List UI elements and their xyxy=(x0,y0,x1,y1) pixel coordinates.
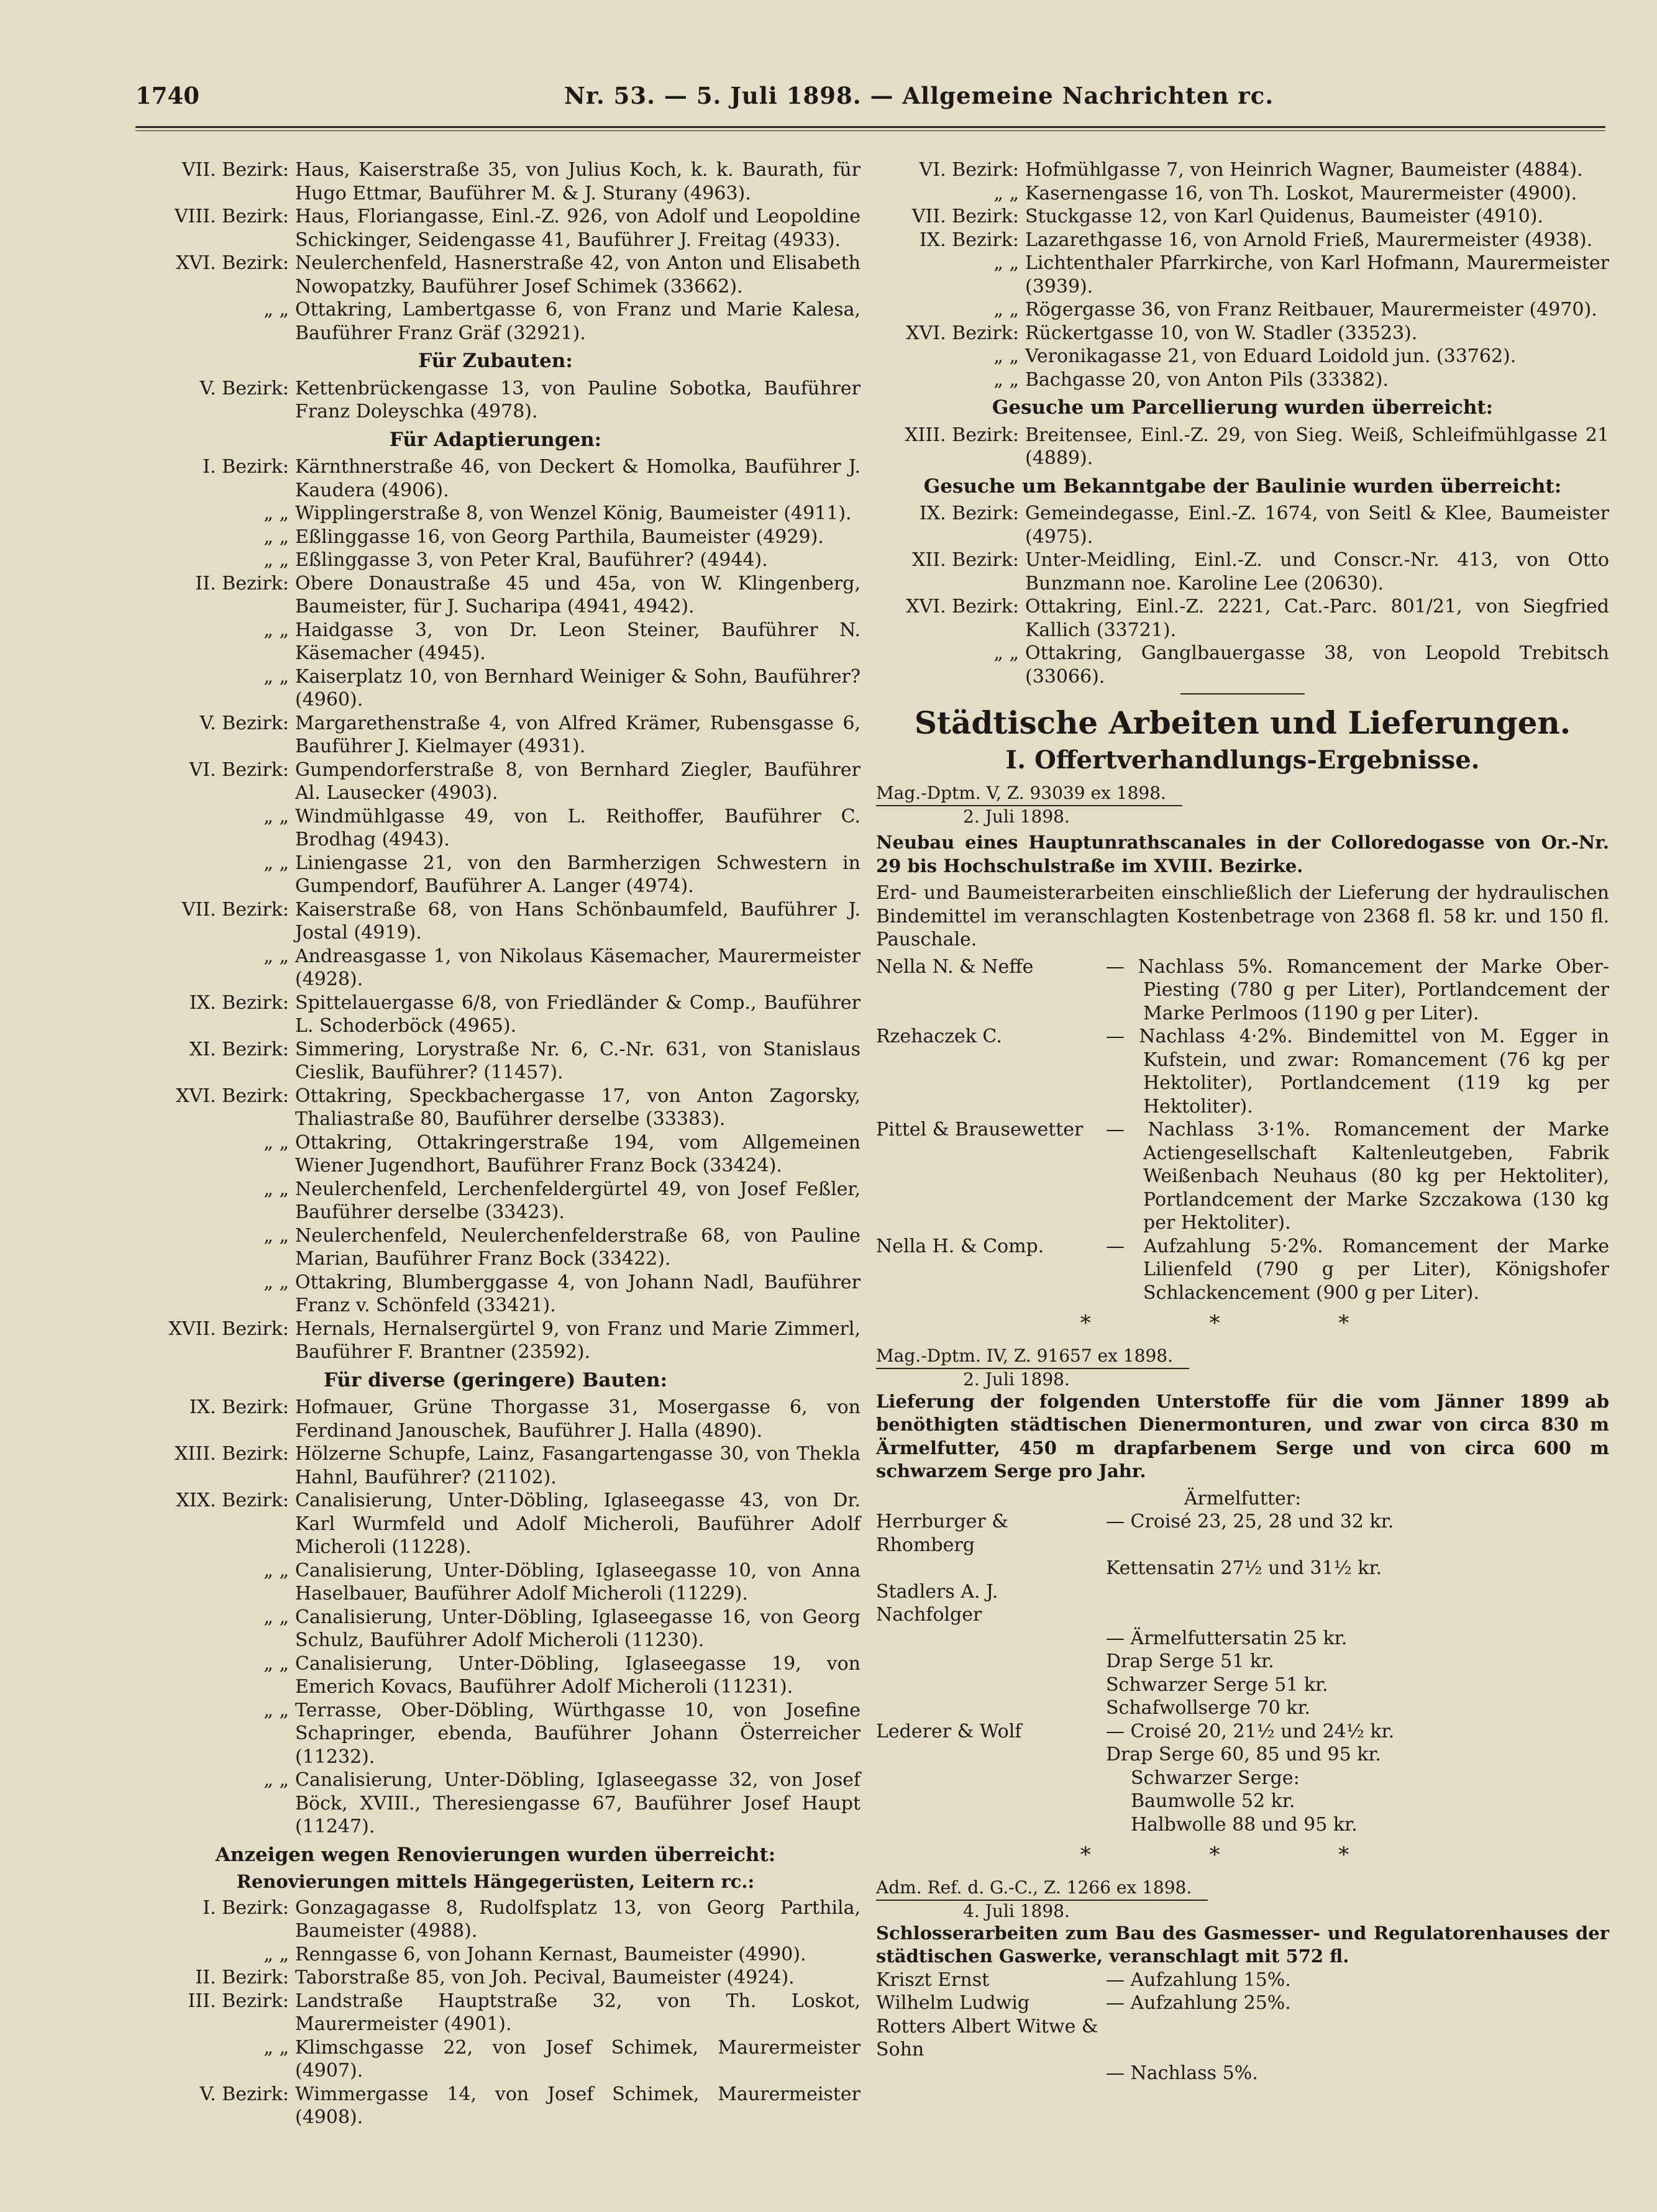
district-label: „ „ xyxy=(263,1943,289,1965)
entry-text: Canalisierung, Unter-Döbling, Iglaseegasse 19, von Emerich Kovacs, Bauführer Adolf Micheroli (11231). xyxy=(295,1652,860,1698)
district-label: XII. Bezirk: xyxy=(912,549,1019,571)
district-label: „ „ xyxy=(263,2036,289,2059)
offer-row xyxy=(876,1557,1609,1580)
district-entry xyxy=(130,1178,860,1224)
district-label: VII. Bezirk: xyxy=(911,206,1019,227)
entry-text: Ottakring, Lambertgasse 6, von Franz und Marie Kalesa, Bauführer Franz Gräf (32921). xyxy=(295,299,860,344)
district-label: „ „ xyxy=(993,182,1019,204)
section-heading: Gesuche um Parcellierung wurden überreicht: xyxy=(992,396,1494,419)
district-entry xyxy=(876,182,1609,206)
bidder-name: Rzehaczek C. xyxy=(876,1026,1002,1047)
right-column-entries xyxy=(876,158,1609,688)
entry-text: Ottakring, Ganglbauergasse 38, von Leopold Trebitsch (33066). xyxy=(1025,642,1609,688)
entry-text: Gemeindegasse, Einl.-Z. 1674, von Seitl & Klee, Baumeister (4975). xyxy=(1025,503,1609,548)
district-label: XIX. Bezirk: xyxy=(176,1490,289,1511)
tender-2 xyxy=(876,1345,1609,1837)
district-label: „ „ xyxy=(993,345,1019,367)
section-heading: Für Zubauten: xyxy=(418,350,573,372)
district-entry xyxy=(876,229,1609,252)
district-entry xyxy=(130,1768,860,1839)
district-label: „ „ xyxy=(993,252,1019,274)
section-subtitle: I. Offertverhandlungs-Ergebnisse. xyxy=(1005,745,1480,775)
district-entry xyxy=(130,298,860,345)
district-entry xyxy=(130,1085,860,1131)
district-entry xyxy=(130,526,860,549)
entry-text: Lichtenthaler Pfarrkirche, von Karl Hofmann, Maurermeister (3939). xyxy=(1025,252,1609,298)
district-label: IX. Bezirk: xyxy=(919,503,1019,524)
district-entry xyxy=(130,712,860,758)
district-entry xyxy=(130,2036,860,2083)
district-label: V. Bezirk: xyxy=(199,712,289,734)
district-label: XVII. Bezirk: xyxy=(168,1318,289,1340)
entry-text: Obere Donaustraße 45 und 45a, von W. Klingenberg, Baumeister, für J. Sucharipa (4941, 4942). xyxy=(295,572,860,617)
entry-text: Kettenbrückengasse 13, von Pauline Sobotka, Bauführer Franz Doleyschka (4978). xyxy=(295,377,860,422)
district-label: „ „ xyxy=(263,805,289,827)
entry-text: Andreasgasse 1, von Nikolaus Käsemacher, Maurermeister (4928). xyxy=(295,945,860,990)
district-entry xyxy=(130,1943,860,1967)
district-entry xyxy=(130,1318,860,1364)
district-entry xyxy=(130,455,860,502)
district-label: „ „ xyxy=(263,1652,289,1675)
entry-text: Liniengasse 21, von den Barmherzigen Schwestern in Gumpendorf, Bauführer A. Langer (4974). xyxy=(295,852,860,897)
district-entry xyxy=(876,548,1609,595)
offer-row xyxy=(876,1673,1609,1697)
subheading-aermelfutter: Ärmelfutter: xyxy=(1184,1487,1302,1509)
offer-row xyxy=(876,1743,1609,1767)
offer-value: — Croisé 23, 25, 28 und 32 kr. xyxy=(1106,1511,1394,1532)
district-label: „ „ xyxy=(263,1606,289,1628)
district-entry xyxy=(130,1396,860,1442)
district-label: V. Bezirk: xyxy=(199,2083,289,2105)
district-entry xyxy=(130,945,860,991)
district-label: I. Bezirk: xyxy=(203,1896,289,1919)
district-entry xyxy=(130,1224,860,1271)
offer-value: — Aufzahlung 15%. xyxy=(1106,1968,1291,1991)
entry-text: Gonzagagasse 8, Rudolfsplatz 13, von Georg Parthila, Baumeister (4988). xyxy=(295,1896,860,1942)
district-entry xyxy=(130,548,860,572)
entry-text: Neulerchenfeld, Lerchenfeldergürtel 49, von Josef Feßler, Bauführer derselbe (33423). xyxy=(295,1178,860,1223)
district-label: „ „ xyxy=(263,665,289,688)
section-title: Städtische Arbeiten und Lieferungen. xyxy=(914,704,1571,741)
entry-text: Canalisierung, Unter-Döbling, Iglaseegasse 10, von Anna Haselbauer, Bauführer Adolf Micheroli (11229). xyxy=(295,1559,860,1604)
offer-row xyxy=(876,1025,1609,1118)
bidder-name xyxy=(876,1743,1106,1767)
bidder-name: Stadlers A. J. Nachfolger xyxy=(876,1580,998,1626)
offer-row xyxy=(876,2015,1609,2062)
entry-text: Kärnthnerstraße 46, von Deckert & Homolka, Bauführer J. Kaudera (4906). xyxy=(295,456,860,501)
district-entry xyxy=(130,619,860,665)
entry-text: Ottakring, Einl.-Z. 2221, Cat.-Parc. 801/21, von Siegfried Kallich (33721). xyxy=(1025,596,1609,641)
district-entry xyxy=(876,298,1609,322)
entry-text: Kaiserplatz 10, von Bernhard Weiniger & Sohn, Bauführer? (4960). xyxy=(295,665,860,711)
district-label: XIII. Bezirk: xyxy=(175,1443,289,1465)
district-entry xyxy=(130,1442,860,1489)
offer-row xyxy=(876,1580,1609,1627)
offer-row xyxy=(876,1510,1609,1557)
section-heading: Für Adaptierungen: xyxy=(389,428,602,451)
entry-text: Rögergasse 36, von Franz Reitbauer, Maurermeister (4970). xyxy=(1025,299,1597,321)
entry-text: Breitensee, Einl.-Z. 29, von Sieg. Weiß, Schleifmühlgasse 21 (4889). xyxy=(1025,424,1609,469)
district-label: I. Bezirk: xyxy=(203,456,289,478)
section-heading: Für diverse (geringere) Bauten: xyxy=(323,1368,668,1391)
entry-text: Hofmühlgasse 7, von Heinrich Wagner, Baumeister (4884). xyxy=(1025,159,1583,181)
offer-value: — Nachlass 5%. Romancement der Marke Ober-Piesting (780 g per Liter), Portlandcement der Marke Perlmoos (1190 g per Liter). xyxy=(1106,955,1609,1024)
tender-offers xyxy=(876,1968,1609,2085)
entry-text: Hölzerne Schupfe, Lainz, Fasangartengasse 30, von Thekla Hahnl, Bauführer? (21102). xyxy=(295,1443,860,1488)
tender-3 xyxy=(876,1877,1609,2085)
district-entry xyxy=(130,377,860,424)
district-label: „ „ xyxy=(263,619,289,641)
district-label: „ „ xyxy=(263,1178,289,1200)
offer-value: Drap Serge 51 kr. xyxy=(1106,1650,1274,1672)
offer-value xyxy=(1106,2015,1609,2062)
district-label: „ „ xyxy=(993,642,1019,664)
entry-text: Eßlinggasse 16, von Georg Parthila, Baumeister (4929). xyxy=(295,526,824,548)
district-label: VI. Bezirk: xyxy=(919,159,1019,181)
district-label: III. Bezirk: xyxy=(188,1990,289,2012)
offer-value: — Ärmelfuttersatin 25 kr. xyxy=(1106,1627,1348,1649)
district-entry xyxy=(130,2083,860,2129)
entry-text: Lazarethgasse 16, von Arnold Frieß, Maurermeister (4938). xyxy=(1025,229,1593,251)
district-label: IX. Bezirk: xyxy=(189,991,289,1014)
offer-row xyxy=(876,1720,1609,1744)
entry-text: Wipplingerstraße 8, von Wenzel König, Baumeister (4911). xyxy=(295,503,852,524)
district-label: VII. Bezirk: xyxy=(181,159,289,181)
page-number: 1740 xyxy=(135,82,199,109)
district-entry xyxy=(876,368,1609,392)
district-label: „ „ xyxy=(993,368,1019,391)
bidder-name xyxy=(876,1696,1106,1720)
offer-row xyxy=(876,1650,1609,1673)
entry-text: Neulerchenfeld, Hasnerstraße 42, von Anton und Elisabeth Nowopatzky, Bauführer Josef Schimek (33662). xyxy=(295,252,860,298)
district-label: XVI. Bezirk: xyxy=(176,252,289,274)
district-label: V. Bezirk: xyxy=(199,377,289,399)
district-entry xyxy=(130,158,860,205)
district-entry xyxy=(876,424,1609,470)
district-label: „ „ xyxy=(263,1224,289,1247)
tender-project: Schlosserarbeiten zum Bau des Gasmesser- und Regulatorenhauses der städtischen Gaswerke, veranschlagt mit 572 fl. xyxy=(876,1922,1609,1967)
section-heading: Anzeigen wegen Renovierungen wurden überreicht: xyxy=(215,1843,776,1866)
district-entry xyxy=(130,852,860,898)
district-entry xyxy=(130,1652,860,1699)
entry-text: Hofmauer, Grüne Thorgasse 31, Mosergasse 6, von Ferdinand Janouschek, Bauführer J. Halla (4890). xyxy=(295,1396,860,1442)
district-label: „ „ xyxy=(263,852,289,874)
offer-row xyxy=(876,1118,1609,1235)
district-entry xyxy=(130,898,860,945)
entry-text: Veronikagasse 21, von Eduard Loidold jun. (33762). xyxy=(1025,345,1517,367)
offer-value: — Nachlass 5%. xyxy=(1106,2062,1258,2084)
district-entry xyxy=(130,1489,860,1559)
left-column xyxy=(130,158,860,2129)
offer-value: — Croisé 20, 21½ und 24½ kr. xyxy=(1106,1720,1395,1742)
entry-text: Ottakring, Ottakringerstraße 194, vom Allgemeinen Wiener Jugendhort, Bauführer Franz Bock (33424). xyxy=(295,1131,860,1177)
district-entry xyxy=(876,158,1609,182)
district-label: IX. Bezirk: xyxy=(919,229,1019,251)
offer-value: Schwarzer Serge 51 kr. xyxy=(1106,1673,1328,1696)
offer-row xyxy=(876,1968,1609,1992)
offer-value: Schafwollserge 70 kr. xyxy=(1106,1697,1311,1719)
entry-text: Bachgasse 20, von Anton Pils (33382). xyxy=(1025,368,1389,391)
entry-text: Ottakring, Speckbachergasse 17, von Anton Zagorsky, Thaliastraße 80, Bauführer derselbe (33383). xyxy=(295,1085,860,1130)
entry-text: Ottakring, Blumberggasse 4, von Johann Nadl, Bauführer Franz v. Schönfeld (33421). xyxy=(295,1271,860,1316)
offer-row xyxy=(876,1235,1609,1305)
district-entry xyxy=(130,205,860,252)
bidder-name: Wilhelm Ludwig xyxy=(876,1992,1030,2014)
bidder-name xyxy=(876,1673,1106,1697)
bidder-name: Herrburger & Rhomberg xyxy=(876,1511,1009,1556)
tender-date: 2. Juli 1898. xyxy=(963,806,1070,827)
entry-text: Simmering, Lorystraße Nr. 6, C.-Nr. 631, von Stanislaus Cieslik, Bauführer? (11457). xyxy=(295,1038,860,1083)
tender-reference: Mag.-Dptm. V, Z. 93039 ex 1898. xyxy=(876,783,1182,806)
offer-value: Kettensatin 27½ und 31½ kr. xyxy=(1106,1557,1382,1579)
district-label: „ „ xyxy=(263,1699,289,1721)
district-label: VII. Bezirk: xyxy=(181,898,289,921)
offer-row xyxy=(876,1627,1609,1650)
district-label: XVI. Bezirk: xyxy=(906,596,1019,617)
tender-1 xyxy=(876,783,1609,1304)
entry-text: Renngasse 6, von Johann Kernast, Baumeister (4990). xyxy=(295,1943,806,1965)
entry-text: Neulerchenfeld, Neulerchenfelderstraße 68, von Pauline Marian, Bauführer Franz Bock (33422). xyxy=(295,1224,860,1270)
serge-line: Baumwolle 52 kr. xyxy=(1131,1790,1295,1812)
bidder-name: Kriszt Ernst xyxy=(876,1968,990,1991)
entry-text: Haidgasse 3, von Dr. Leon Steiner, Bauführer N. Käsemacher (4945). xyxy=(295,619,860,664)
district-entry xyxy=(130,665,860,712)
district-entry xyxy=(130,1559,860,1606)
district-label: XI. Bezirk: xyxy=(189,1038,289,1060)
section-subheading: Renovierungen mittels Hängegerüsten, Leitern rc.: xyxy=(236,1871,755,1892)
offer-value: — Aufzahlung 5·2%. Romancement der Marke Lilienfeld (790 g per Liter), Königshofer Schlackencement (900 g per Liter). xyxy=(1106,1235,1609,1304)
district-entry xyxy=(130,1699,860,1769)
district-label: „ „ xyxy=(263,945,289,967)
offer-value xyxy=(1106,1580,1609,1627)
offer-row xyxy=(876,1696,1609,1720)
entry-text: Hernals, Hernalsergürtel 9, von Franz und Marie Zimmerl, Bauführer F. Brantner (23592). xyxy=(295,1318,860,1363)
district-label: „ „ xyxy=(263,503,289,524)
entry-text: Canalisierung, Unter-Döbling, Iglaseegasse 32, von Josef Böck, XVIII., Theresiengasse 67, Bauführer Josef Haupt (11247). xyxy=(295,1769,860,1837)
district-entry xyxy=(130,1896,860,1943)
tender-date: 4. Juli 1898. xyxy=(963,1900,1070,1921)
district-entry xyxy=(130,991,860,1038)
district-entry xyxy=(876,322,1609,345)
district-entry xyxy=(130,572,860,619)
district-label: VI. Bezirk: xyxy=(189,758,289,781)
district-label: „ „ xyxy=(263,1271,289,1293)
district-entry xyxy=(876,345,1609,368)
district-entry xyxy=(130,1990,860,2036)
tender-project: Lieferung der folgenden Unterstoffe für die vom Jänner 1899 ab benöthigten städtischen Dienermonturen, und zwar von circa 830 m Ärmelfutter, 450 m drapfarbenem Serge und von circa 600 m schwarzem Serge pro Jahr. xyxy=(876,1390,1609,1481)
offer-row xyxy=(876,2062,1609,2085)
bidder-name: Nella N. & Neffe xyxy=(876,955,1034,978)
tender-project: Neubau eines Hauptunrathscanales in der Colloredogasse von Or.-Nr. 29 bis Hochschulstraße im XVIII. Bezirke. xyxy=(876,832,1609,876)
district-label: „ „ xyxy=(263,526,289,548)
entry-text: Kasernengasse 16, von Th. Loskot, Maurermeister (4900). xyxy=(1025,182,1577,204)
tender-description: Erd- und Baumeisterarbeiten einschließlich der Lieferung der hydraulischen Bindemittel im veranschlagten Kostenbetrage von 2368 fl. 58 kr. und 150 fl. Pauschale. xyxy=(876,882,1609,950)
district-entry xyxy=(130,1038,860,1085)
separator-stars: * * * xyxy=(1080,1311,1405,1336)
entry-text: Haus, Kaiserstraße 35, von Julius Koch, k. k. Baurath, für Hugo Ettmar, Bauführer M. & J. Sturany (4963). xyxy=(295,159,860,204)
entry-text: Rückertgasse 10, von W. Stadler (33523). xyxy=(1025,322,1418,344)
entry-text: Canalisierung, Unter-Döbling, Iglaseegasse 16, von Georg Schulz, Bauführer Adolf Micheroli (11230). xyxy=(295,1606,860,1651)
district-label: XVI. Bezirk: xyxy=(906,322,1019,344)
offer-value: — Aufzahlung 25%. xyxy=(1106,1992,1291,2014)
district-entry xyxy=(876,595,1609,642)
entry-text: Wimmergasse 14, von Josef Schimek, Maurermeister (4908). xyxy=(295,2083,860,2128)
district-label: „ „ xyxy=(263,1131,289,1154)
district-entry xyxy=(130,502,860,526)
page-header xyxy=(135,82,1605,119)
bidder-name: Pittel & Brausewetter xyxy=(876,1119,1084,1140)
district-entry xyxy=(876,502,1609,548)
serge-offers xyxy=(876,1790,1609,1836)
district-entry xyxy=(876,642,1609,688)
district-entry xyxy=(130,1131,860,1178)
district-entry xyxy=(130,1606,860,1652)
entry-text: Haus, Floriangasse, Einl.-Z. 926, von Adolf und Leopoldine Schickinger, Seidengasse 41, Bauführer J. Freitag (4933). xyxy=(295,206,860,251)
district-label: „ „ xyxy=(263,299,289,321)
district-entry xyxy=(876,252,1609,298)
offer-value: — Nachlass 4·2%. Bindemittel von M. Egger in Kufstein, und zwar: Romancement (76 kg per Hektoliter), Portlandcement (119 kg per Hektoliter). xyxy=(1106,1026,1609,1117)
district-label: XIII. Bezirk: xyxy=(905,424,1019,446)
district-entry xyxy=(130,1966,860,1990)
entry-text: Kaiserstraße 68, von Hans Schönbaumfeld, Bauführer J. Jostal (4919). xyxy=(295,898,860,944)
tender-date: 2. Juli 1898. xyxy=(963,1368,1070,1390)
section-divider xyxy=(1180,693,1305,694)
entry-text: Gumpendorferstraße 8, von Bernhard Ziegler, Bauführer Al. Lausecker (4903). xyxy=(295,758,860,804)
district-label: IX. Bezirk: xyxy=(189,1396,289,1418)
district-label: „ „ xyxy=(993,299,1019,321)
tender-offers xyxy=(876,955,1609,1305)
district-label: II. Bezirk: xyxy=(195,1967,289,1988)
district-entry xyxy=(876,205,1609,229)
district-label: II. Bezirk: xyxy=(195,572,289,594)
district-entry xyxy=(130,805,860,852)
tender-offers xyxy=(876,1510,1609,1767)
bidder-name xyxy=(876,1650,1106,1673)
district-label: VIII. Bezirk: xyxy=(174,206,289,227)
entry-text: Margarethenstraße 4, von Alfred Krämer, Rubensgasse 6, Bauführer J. Kielmayer (4931). xyxy=(295,712,860,757)
bidder-name: Nella H. & Comp. xyxy=(876,1235,1044,1257)
separator-stars: * * * xyxy=(1080,1842,1405,1867)
bidder-name: Rotters Albert Witwe & Sohn xyxy=(876,2015,1098,2060)
entry-text: Eßlinggasse 3, von Peter Kral, Bauführer? (4944). xyxy=(295,549,768,571)
entry-text: Klimschgasse 22, von Josef Schimek, Maurermeister (4907). xyxy=(295,2036,860,2082)
bidder-name xyxy=(876,1627,1106,1650)
tender-reference: Mag.-Dptm. IV, Z. 91657 ex 1898. xyxy=(876,1345,1189,1369)
district-label: XVI. Bezirk: xyxy=(176,1085,289,1107)
header-rule xyxy=(135,126,1605,128)
district-entry xyxy=(130,1271,860,1318)
bidder-name xyxy=(876,1557,1106,1580)
bidder-name xyxy=(876,2062,1106,2085)
offer-value: — Nachlass 3·1%. Romancement der Marke Actiengesellschaft Kaltenleutgeben, Fabrik Weißenbach Neuhaus (80 kg per Hektoliter), Portlandcement der Marke Szczakowa (130 kg per Hektoliter). xyxy=(1106,1119,1609,1234)
right-column xyxy=(876,158,1609,2085)
subheading-schwarzer-serge: Schwarzer Serge: xyxy=(1131,1767,1300,1789)
entry-text: Spittelauergasse 6/8, von Friedländer & Comp., Bauführer L. Schoderböck (4965). xyxy=(295,991,860,1037)
district-entry xyxy=(130,252,860,298)
district-label: „ „ xyxy=(263,549,289,571)
district-label: „ „ xyxy=(263,1769,289,1791)
serge-line: Halbwolle 88 und 95 kr. xyxy=(1131,1813,1358,1836)
district-label: „ „ xyxy=(263,1559,289,1582)
entry-text: Stuckgasse 12, von Karl Quidenus, Baumeister (4910). xyxy=(1025,206,1543,227)
entry-text: Canalisierung, Unter-Döbling, Iglaseegasse 43, von Dr. Karl Wurmfeld und Adolf Micheroli, Bauführer Adolf Micheroli (11228). xyxy=(295,1490,860,1558)
entry-text: Windmühlgasse 49, von L. Reithoffer, Bauführer C. Brodhag (4943). xyxy=(295,805,860,850)
entry-text: Landstraße Hauptstraße 32, von Th. Loskot, Maurermeister (4901). xyxy=(295,1990,860,2035)
offer-value: Drap Serge 60, 85 und 95 kr. xyxy=(1106,1744,1381,1765)
offer-row xyxy=(876,1991,1609,2015)
entry-text: Taborstraße 85, von Joh. Pecival, Baumeister (4924). xyxy=(295,1967,795,1988)
section-heading: Gesuche um Bekanntgabe der Baulinie wurden überreicht: xyxy=(923,475,1562,498)
offer-row xyxy=(876,955,1609,1026)
tender-reference: Adm. Ref. d. G.-C., Z. 1266 ex 1898. xyxy=(876,1877,1208,1901)
header-rule-thin xyxy=(135,130,1605,131)
district-entry xyxy=(130,758,860,805)
entry-text: Terrasse, Ober-Döbling, Würthgasse 10, von Josefine Schapringer, ebenda, Bauführer Johann Österreicher (11232). xyxy=(295,1699,860,1768)
bidder-name: Lederer & Wolf xyxy=(876,1720,1022,1742)
page-title: Nr. 53. — 5. Juli 1898. — Allgemeine Nachrichten rc. xyxy=(564,82,1274,109)
entry-text: Unter-Meidling, Einl.-Z. und Conscr.-Nr. 413, von Otto Bunzmann noe. Karoline Lee (20630). xyxy=(1025,549,1609,594)
